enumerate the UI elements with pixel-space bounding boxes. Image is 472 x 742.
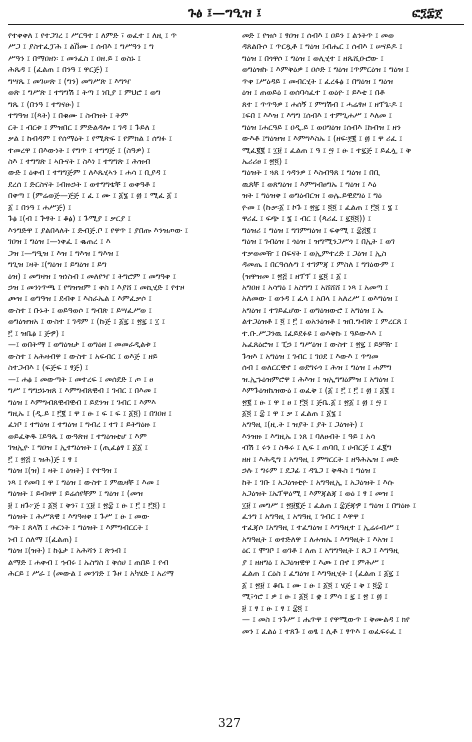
text-line: ውእቶ ፤ግዕዝዝ ፤ እምግእስኡ ፤ (ዘፍ፡፻፪ ፤ ፴ ፤ ዋ ሪፈ ፤ xyxy=(242,134,403,144)
running-title: ጉፅ ፤—ግዒዝ ፤ xyxy=(188,6,262,21)
text-line: ፫ ፤ ፳፭ ፤ ዝሕ)ጅ ፤ ፃ ፤ xyxy=(8,454,78,464)
text-line: ሕርይ ፤ ሥራ ፤ (መውል ፤ መንገድ ፤ ጉዞ ፤ አካሄድ ፤ አሪማ xyxy=(8,569,174,579)
left-column xyxy=(8,30,230,706)
text-line: ጮዝ ፤ ወግዓዝ ፤ ደብቀ ፤ እስራኤል ፤ እምፈቃሶ ፤ xyxy=(8,294,152,304)
text-line: ብሽ ፤ ሩን ፤ ስዱሩ ፤ ሊፍ ፤ ጠባቢ ፤ ሀብርጅ ፤ ፈ፪ግ xyxy=(242,443,392,453)
text-line: ፈነቦ ፤ ተግዕዝ ፤ ተግዕዝ ፤ ግብረ ፤ ተገ ፤ ይትግዕዙ ፤ xyxy=(8,420,156,430)
text-line: ፱ ፤ ዘጉ፦ጅ ፤ ፩፬ ፤ ቅን፣ ፤ ፲፱ ፤ ፳፰ ፤ ፁ ፤ ፫ ፤ ፫፬) ፤ xyxy=(8,500,166,510)
text-line: ልማድ ፤ ሐቀብ ፤ ኅብሩ ፤ ኡስግስ ፤ ቅሰሀ ፤ ጠበይ ፤ የብ xyxy=(8,557,169,567)
text-line: ዕር ፤ ሞገቦ ፤ ወገቶ ፤ ለጠ ፤ አግግዓዚት ፤ ጸጋ ፤ እግዓዚ xyxy=(242,546,400,556)
text-line: ፩ ፤ በንዓ ፤ ሐሥጅ) ፤ xyxy=(8,202,72,212)
text-line: ያ ፤ ዘዘግዕ ፤ አጋዕዝዊዋ ፤ እጮ ፤ በኖ ፤ ምሕሥ ፤ xyxy=(242,557,385,567)
text-line: ግዕዝ ፤ በጎዋሶ ፤ ግዕዝ ፤ ወሊሂተ ፤ ዘጼሺዑሮው ፤ xyxy=(242,53,384,63)
text-line: ግዕዝት ፤ ይብዛዋ ፤ ይሬሰየቸም ፤ ግዕዝ ፤ (መዝ xyxy=(8,489,143,499)
text-line: — ፤ መስ ፤ ንጉሥ ፤ ሔጥዋ ፤ የዋሚውጥ ፤ ቅሙልዳ ፤ ክየ xyxy=(242,615,410,625)
text-line: በቀጣ ፤ (ምሬወጅ—ጅጅ ፤ ፈ ፤ ሙ ፤ ፩፮ ፤ ፴ ፤ ሚፈ ፩ ፤ xyxy=(8,191,178,201)
text-line: ተፈጃሶ ፤አግዓዚ ፤ ተፈግዕዝ ፤ እግዓዚተ ፤ ኢሬሩብሥ ፤ xyxy=(242,523,400,533)
text-line: ርት ፤ ብርቱ ፤ ምዝበር ፤ ምድልዳሎ ፤ ገዳ ፤ ጉይለ ፤ xyxy=(8,122,156,132)
text-line: ጣት ፤ ጸላሽ ፤ ሐርነት ፤ ግዕዝት ፤ እምግብርርት ፤ xyxy=(8,523,149,533)
text-line: አግዐዘ ፤ አሳግዕ ፤ አስግግ ፤ አሸሸሸ ፤ ነጻ ፤ አመጣ ፤ xyxy=(242,282,389,292)
text-line: ሚፈ፪፪ ፤ ፲፱ ፤ ፈልጠ ፤ ዓ ፤ ፵ ፤ ፁ ፤ ተ፯ጅ ፤ ይፈሏ ፤ ቅ xyxy=(242,145,412,155)
text-line: ደረሰ ፤ ድርስናት ፤ብዙኃት ፤ ወተግግቴቸ ፤ ወቀዓቶ ፤ xyxy=(8,179,156,189)
right-column xyxy=(242,30,464,706)
text-line: ግዕዝት ፤ ሕሥጸዊ ፤ እግዓዛቀ ፤ ጉሥ ፤ ፁ ፤ መው xyxy=(8,512,150,522)
text-line: ዮመ ፤ (ኩቃ፡፩ ፤ ኮጉ ፤ ፳፯ ፤ ፬፬ ፤ ፈልጠ ፤ ፫፬ ፤ ፮ ፤ xyxy=(242,202,398,212)
text-line: ዕዝ ፤ ጠወይዕ ፤ ወሰባሳፈተ ፤ ወዕዮ ፤ ይእቲ ፤ በቶ xyxy=(242,88,385,98)
text-line: ጸተ ፤ ጥጥዓዎ ፤ ሐሰኝ ፤ ምግሽብ ፤ ሓሬፃዞ ፤ ዘፕጌ፡ዶ ፤ xyxy=(242,99,403,109)
text-line: ነጻ ፤ የመባ ፤ ዋ ፤ ግዕዝ ፤ ውስተ ፤ ምዉዛቸ ፤ እመ ፤ xyxy=(8,477,160,487)
text-line: ዘዘ ፤ እሕዲግ ፤ አግዓዚ ፤ ምግርርት ፤ ዘዓሕኤዝ ፤ መድ xyxy=(242,454,399,464)
text-line: ቃል ፤ ከብዳም ፤ የሰማዕት ፤ የሚጽፍ ፤ የምክል ፤ ሰግፉ ፤ xyxy=(8,134,173,144)
text-line: አለመው ፤ ወንዳ ፤ ፈላ ፤ አበላ ፤ አለረሥ ፤ ወእግዕዝ ፤ xyxy=(242,294,398,304)
text-line: (ዝዋዝመ ፤ ፳፭ ፤ ዘፕፕ ፤ ፯፬ ፤ ፩ ፤ xyxy=(242,271,347,281)
text-line: አግዕዝ ፤ ተገይፈሆው ፤ ወግዕዝውሮ ፤ አግዕዝ ፤ ኡ xyxy=(242,305,384,315)
text-line: ሥዓን ፤ በማዐዘነ፡ ፤ መንፈስ ፤ ዐዘ.ይ ፤ ወስኑ ፤ xyxy=(8,53,141,63)
text-line: ጉፅ ፤(ብ ፤ ጕፃት ፤ ቆፅ) ፤ ጉሚያ ፤ ቃርያ ፤ xyxy=(8,214,131,224)
text-line: ዉጸቸ ፤ ወጸግዕዝ ፤ እምግብፀግኡ ፤ ግዕዝ ፤ እዕ xyxy=(242,179,377,189)
text-line: ውስተ ፤ ቡኑት ፤ ወይዓወሶ ፤ ግብጽ ፤ ይሣፈሥወ ፤ xyxy=(8,305,152,315)
text-line: ፫ ፤ ዝቤፅ ፤ ጅፇ) ፤ xyxy=(8,328,65,338)
text-line: ግዕዝ ፤ ገብዕዝ ፤ ጎዕዝ ፤ ዝግሚንጋሥጎ ፤ በኢት ፤ ወገ xyxy=(242,237,395,247)
text-line: ጉዝእ ፤ አግዕዝ ፤ ገብር ፤ ገዐደ ፤ እውእ ፤ ጥግመ xyxy=(242,351,379,361)
text-line: ግዕዝ ፤ሐርዓይ ፤ ዐዲ.ይ ፤ ወዐግዕዝ ፤ሰብእ ፤ከብዝ ፤ ዘን xyxy=(242,122,401,132)
text-line: ግዕዝት ፤ ጓጸ ፤ ጎዳንዎ ፤ እስብዓጸ ፤ ግዕዝ ፤ በቢ xyxy=(242,168,380,178)
text-line: ፱ ፤ ፃ ፤ ፁ ፤ ፃ ፤ ፰፬ ፤ xyxy=(242,603,308,613)
text-line: ገዐዝ ፤ ግዕዝ ፤—ነቀፈ ፤ ቈጠረ ፤ እ xyxy=(8,237,111,247)
text-line: ፈንግ ፤ አግዓዚ ፤ አግዓዚ ፤ ገብር ፤ እዋዋ ፤ xyxy=(242,512,365,522)
text-line: ወግዕዝኩ ፤ እምቅዕዎ ፤ ዐሶድ ፤ ግዕዝ ፤ጥምርዕዝ ፤ ግዕዝ ፤ xyxy=(242,65,409,75)
text-line: ኃሉ ፤ ግሩም ፤ ደጋፊ ፤ ዳጌጋ ፤ ቅዱስ ፤ ግዕዝ ፤ xyxy=(242,466,376,476)
text-line: ጋዝ ፤—ግዒዝ ፤ እዝ ፤ ግእዝ ፤ ግእዝ ፤ xyxy=(8,248,119,258)
text-line: ወግዕዝዝአ ፤ ውስተ ፤ ገዳም ፤ (ኩጅ ፤ ፩፯ ፤ ፳፯ ፤ ፲ ፤ xyxy=(8,317,165,327)
text-line: ፩፬ ፤ ፰ ፤ ዋ ፤ ቃ ፤ ፈልጠ ፤ ፩፮ ፤ xyxy=(242,408,342,418)
text-line: እንዝዙ ፤ እግዚኡ ፤ ነጸ ፤ ባለፀብት ፤ ዓይ ፤ አሳ xyxy=(242,431,376,441)
text-line: ኡፈጸዕሮዝ ፤ ፒኃ ፤ ግሥዕዝ ፤ ውስተ ፤ ፳፯ ፤ ይቻዥ ፤ xyxy=(242,340,398,350)
text-line: ውድ ፤ ዕቀብ ፤ ተግግጅም ፤ ለእጼሂኣን ፤ ሐሳ ፤ ቢያዳ ፤ xyxy=(8,168,167,178)
text-line: ተ.ቡ.ሥጋንዉ ፤ፈይደፉዩ ፤ ወእቅኩ ፤ ዓይውእእ ፤ xyxy=(242,328,382,338)
text-line: ስእ ፤ ተግግጽ ፤ ኣቡናት ፤ ስእነ ፤ ተግግጽ ፤ ሕዝብ xyxy=(8,156,151,166)
text-line: አጋዕዝት ፤ኤፕዋዕሚ ፤ እምጃልጃ ፤ ወዕ ፤ ፃ ፤ መዝ ፤ xyxy=(242,489,394,499)
text-line: ግጼ ፤ (በንዓ ፤ ተግናፁ) ፤ xyxy=(8,99,80,109)
text-line: ፤ፍበ ፤ እእዝ ፤ እግግ ፤ሰብእ ፤ ተምጊሐሥ ፤ እለመ ፤ xyxy=(242,111,392,121)
text-line: የተቀቀለ ፤ የተጋገረ ፤ ሥርዓተ ፤ ለምድ ፣ ወፈተ ፤ ለዚ ፤ ጥ xyxy=(8,31,177,40)
text-line: ወጽ ፤ ግሥጽ ፤ ተግግሽ ፤ ትጣ ፤ ነቢያ ፤ ምህሮ ፤ ወግ xyxy=(8,88,161,98)
text-line: ውስተ ፤ አሕዛብዋ ፤ ውስተ ፤ አፍብር ፤ ወእጅ ፤ ዘይ xyxy=(8,351,158,361)
text-line: እንግድዋ ፤ ያልበላለት ፤ ድብጅ.ቦ ፤ የዋጥ ፤ ያበጡ እንዝጦው ፤ xyxy=(8,225,188,235)
text-line: ልተጋዕዝቶ ፤ ፬ ፤ ፫ ፤ ወአንዕዝቶ ፤ ዝበ.ግብጽ ፤ ምረርጸ ፤ xyxy=(242,317,408,327)
text-line: ግዕዝ ፤(ዝ) ፤ ዛት ፤ ዕዝት) ፤ የተዓዝ ፤ xyxy=(8,466,118,476)
page-tag: ፎ፺፰ጀ xyxy=(412,6,443,20)
text-line: መን ፤ ፈልዕ ፤ ተጸጉ ፤ ወፄ ፤ ሊቶ ፤ ፃጥእ ፤ ወፈፍሩፈ ፤ xyxy=(242,626,402,636)
text-line: ሥጋ ፤ ያስተፈፓሕ ፤ ልበ፝ሙ ፤ ሰብእ ፤ ግሥዓን ፤ ግ xyxy=(8,42,154,52)
text-line: ግዕዝ ፤ እምግብጸዊብዊብ ፤ ይደንዝ ፤ ገብር ፤ እምእ xyxy=(8,397,156,407)
text-line: እምጉዕዝኬዝውዕ ፤ ወፈቅ ፤ (፩ ፤ ፫ ፤ ፫ ፤ ፴ ፤ ፩፪ ፤ xyxy=(242,386,395,396)
text-line: ግሥ ፤ ግግኃኑዝጸ ፤ እምግብጸዊብ ፤ ገብር ፤ በእመ ፤ xyxy=(8,386,157,396)
text-line: ፲፱ ፤ መግሥ ፤ ፳፱፪ጅ ፤ ፈልጠ ፤ ፰ጅጃፇ ፤ ግዕዝ ፤ በግዕዙ ፤ xyxy=(242,500,416,510)
text-line: ወይፈቅዱ ፤ይዓጼ ፤ ውዓጽዘ ፤ ተግዕዝቲሆ ፤ እም xyxy=(8,431,147,441)
text-line: ኃዝ ፤ መንነጥጫ ፤ የግዝዝም ፤ ቀስ ፤ እያሸ ፤ መኪሂድ ፤ የተዞ xyxy=(8,282,185,292)
text-line: ዕዝ) ፤ መግዛዝ ፤ ዝነስብ ፤ መለየዣ ፤ ትግሮም ፤ መግዓቀ ፤ xyxy=(8,271,176,281)
text-line: ስተጋብእ ፤ (ፍጅፍ ፤ ፃጅ) ፤ xyxy=(8,363,89,373)
text-line: ኤሪሪፀ ፤ ፳፬) ፤ xyxy=(242,156,288,166)
text-line: ከት ፤ ገቡ ፤ አጋዕዝቲዮ ፤ አግዓዚኢ ፤ አጋዕዝት ፤ እሱ xyxy=(242,477,394,487)
text-line: ሕጼዳ ፤ (ፈልጠ ፤ በንዓ ፤ ዋርጅ) ፤ xyxy=(8,65,109,75)
text-line: ዳጸልቡሶ ፤ ጥርጿቶ ፤ ግዕዝ ፤ብሔር ፤ ሰብእ ፤ ሠናይዶ ፤ xyxy=(242,42,403,52)
text-line: ግሣጼ ፤ መገሠጽ ፤ (ግን) መግሥጽ ፤ እግዣ xyxy=(8,76,131,86)
text-line: ገዝኢዮ ፤ ግዐዝ ፤ ኢተግዕዝት ፤ (ጢፈፅፃ ፤ ፩፩ ፤ xyxy=(8,443,148,453)
text-line: ግዚኡ ፤ (ዲ.ይ ፤ ፫፪ ፤ ዋ ፤ ፁ ፤ ፍ ፤ ፍ ፤ ፩፬) ፤ በገዐዘ ፤ xyxy=(8,408,172,418)
page-number: 327 xyxy=(218,716,241,730)
text-line: ዝ.ኢኁዕዝምሮዋ ፤ ሕእዝ ፤ ዝኢግግዕምዝ ፤ አግዕዝ ፤ xyxy=(242,374,394,384)
text-line: ግዕዝሪ ፤ ግዕዝ ፤ ግገምግዕዝ ፤ ፍቀሚ ፤ ፰፭፪ ፤ xyxy=(242,225,377,235)
text-line: አግዓዚት ፤ ወተድለዋ ፤ ለሐዝኤ ፤ እግዓዚት ፤ እአዝ ፤ xyxy=(242,534,394,544)
text-line: ጥቀ ፤ሥዕዳይ ፤ መብርሂት ፤ ፈረፋፅ ፤ በግዕዝ ፤ ግዕዝ xyxy=(242,76,393,86)
text-line: ዝት ፤ ግዕዝቀ ፤ ወግዕብርዝ ፤ ወሌ.ይዊደግዕ ፤ ግዕ xyxy=(242,191,382,201)
text-line: ፳፪ ፤ ፁ ፤ ዋ ፤ ፀ ፤ ፫፬ ፤ ጅቤ.፩ ፤ ፳፩ ፤ ፴ ፤ ፵ ፤ xyxy=(242,397,387,407)
text-line: ፈልጠ ፤ ርዕስ ፤ ፈግዕዝ ፤ እግዓዚሂት ፤ (ፈልጠ ፤ ፩፯ ፤ xyxy=(242,569,400,579)
text-line: ግዕዝ ፤(ዝት) ፤ ኩኔታ ፤ አሕሻን ፤ ጽንብ ፤ xyxy=(8,546,127,556)
text-line: ተቃወመዥ ፤ በፍናት ፤ ወኢምተረድ ፤ ጋዕዝ ፤ ኢስ xyxy=(242,248,387,258)
text-line: አግዓዚ ፤(ዚ.ት ፤ ዝያት ፤ ያት ፤ ጋዕዝት) ፤ xyxy=(242,420,364,430)
text-line: መድ ፤ የዝሶ ፤ ፃዐዝ ፤ ሰብእ ፤ ዐይን ፤ ልንትጥ ፤ መወ xyxy=(242,31,394,40)
text-line: ሚ፣ጎሮ ፤ ዎ ፤ ፁ ፤ ፩፬ ፤ ቋ ፤ ምሳ ፤ ፯ ፤ ፳ ፤ ፴ ፤ xyxy=(242,592,388,602)
text-line: ነብ ፤ ሰለማ ፤(ፈልጠ) ፤ xyxy=(8,534,78,544)
header-rule xyxy=(8,24,464,25)
text-line: ተግዓዝ ፤(ጻት) ፤ በቁሙ ፤ ስብዝት ፤ ትም xyxy=(8,111,129,121)
text-line: ተመረዋ ፤ በእውነት ፤ የግጥ ፤ ተግግጅ ፤ (ስዓዎ) ፤ xyxy=(8,145,151,155)
text-line: ግጊዝ ፤ዛት ፤(ግዕዝ ፤ ይግዕዝ ፤ ይግ xyxy=(8,260,107,270)
page-header xyxy=(0,0,472,26)
text-line: ዳመጤ ፤ በርዓሰሉግ ፤ ተገምጃ ፤ ምስለ ፤ ግገዕውም ፤ xyxy=(242,260,395,270)
text-line: ዋሪፈ ፤ ፍጭ ፤ ፮ ፤ ብር ፤ (ጳሪፈ ፤ ፯፬፬)) ፤ xyxy=(242,214,371,224)
text-line: —፤ ወበትማ ፤ ወግዕዝታ ፤ ወግዕዘ ፤ መመራዲልቱ ፤ xyxy=(8,340,157,350)
text-line: ሰብ ፤ ወለርርዊኖ ፤ ወደግሩጎ ፤ ሕዝ ፤ ግዕዝ ፤ ሐምግ xyxy=(242,363,392,373)
text-line: —፤ ሐፅ ፤ መውጣት ፤ መተረፍ ፤ መሰደድ ፤ ጦ ፤ ፀ xyxy=(8,374,154,384)
text-line: ፩ ፤ ፳፱ ፤ ቆቤ ፤ ሙ ፤ ፁ ፤ ፩፬ ፤ ሄጅ ፤ ቅ ፤ ፬፰ ፤ xyxy=(242,580,388,590)
